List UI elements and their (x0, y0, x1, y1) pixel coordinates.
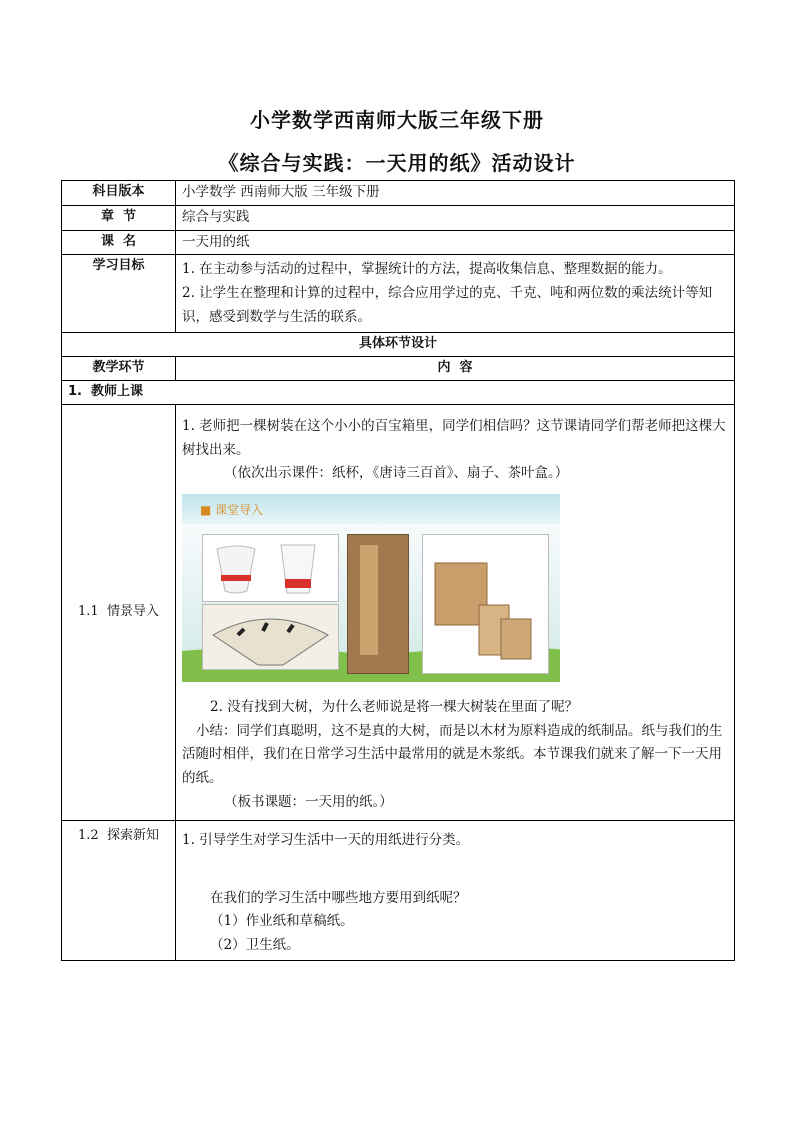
explore-content (176, 821, 735, 961)
explore-paragraph-1: 1. 引导学生对学习生活中一天的用纸进行分类。 (182, 832, 470, 849)
content-column-header: 内 容 (176, 357, 735, 381)
table-row (62, 206, 735, 231)
goal-label: 学习目标 (62, 255, 176, 333)
stage-label-intro: 1.1 情景导入 (62, 405, 176, 821)
table-row (62, 357, 735, 381)
document-subtitle: 《综合与实践：一天用的纸》活动设计 (218, 151, 576, 175)
courseware-image (182, 494, 560, 682)
tea-box-photo (422, 534, 549, 674)
chapter-label: 章 节 (62, 206, 176, 231)
table-row (62, 230, 735, 255)
section-title: 1. 教师上课 (62, 381, 735, 405)
table-row (62, 255, 735, 333)
explore-paragraph-2: 在我们的学习生活中哪些地方要用到纸呢？ (210, 889, 467, 906)
intro-paragraph-3: 2. 没有找到大树，为什么老师说是将一棵大树装在里面了呢？ (210, 699, 579, 715)
design-header: 具体环节设计 (62, 333, 735, 357)
intro-paragraph-5: （板书课题：一天用的纸。） (224, 793, 393, 810)
paper-cup-photo (202, 534, 339, 602)
stage-column-header: 教学环节 (62, 357, 176, 381)
intro-paragraph-1: 1. 老师把一棵树装在这个小小的百宝箱里，同学们相信吗？这节课请同学们帮老师把这棵大树找出来。 (182, 418, 726, 458)
table-row (62, 333, 735, 357)
document-title: 小学数学西南师大版三年级下册 (250, 108, 544, 132)
goal-item-1: 1. 在主动参与活动的过程中，掌握统计的方法，提高收集信息、整理数据的能力。 (182, 261, 672, 278)
intro-summary: 小结：同学们真聪明，这不是真的大树，而是以木材为原料造成的纸制品。纸与我们的生活随时相伴，我们在日常学习生活中最常用的就是木浆纸。本节课我们就来了解一下一天用的纸。 (182, 722, 723, 786)
lesson-plan-table (61, 180, 735, 961)
slide-caption: ■ 课堂导入 (200, 503, 264, 517)
chapter-value: 综合与实践 (176, 206, 735, 231)
goal-item-2: 2. 让学生在整理和计算的过程中，综合应用学过的克、千克、吨和两位数的乘法统计等知识，感受到数学与生活的联系。 (182, 284, 713, 325)
table-row (62, 381, 735, 405)
goal-cell (176, 255, 735, 333)
table-row (62, 821, 735, 961)
subject-value: 小学数学 西南师大版 三年级下册 (176, 181, 735, 206)
table-row (62, 405, 735, 821)
explore-item-1: （1）作业纸和草稿纸。 (210, 913, 354, 930)
fan-photo (202, 604, 339, 670)
intro-content (176, 405, 735, 821)
book-photo (347, 534, 409, 674)
stage-label-explore: 1.2 探索新知 (62, 821, 176, 961)
subject-label: 科目版本 (62, 181, 176, 206)
table-row (62, 181, 735, 206)
lesson-value: 一天用的纸 (176, 230, 735, 255)
lesson-label: 课 名 (62, 230, 176, 255)
intro-paragraph-2: （依次出示课件：纸杯，《唐诗三百首》、扇子、茶叶盒。） (224, 465, 569, 482)
explore-item-2: （2）卫生纸。 (210, 937, 300, 953)
